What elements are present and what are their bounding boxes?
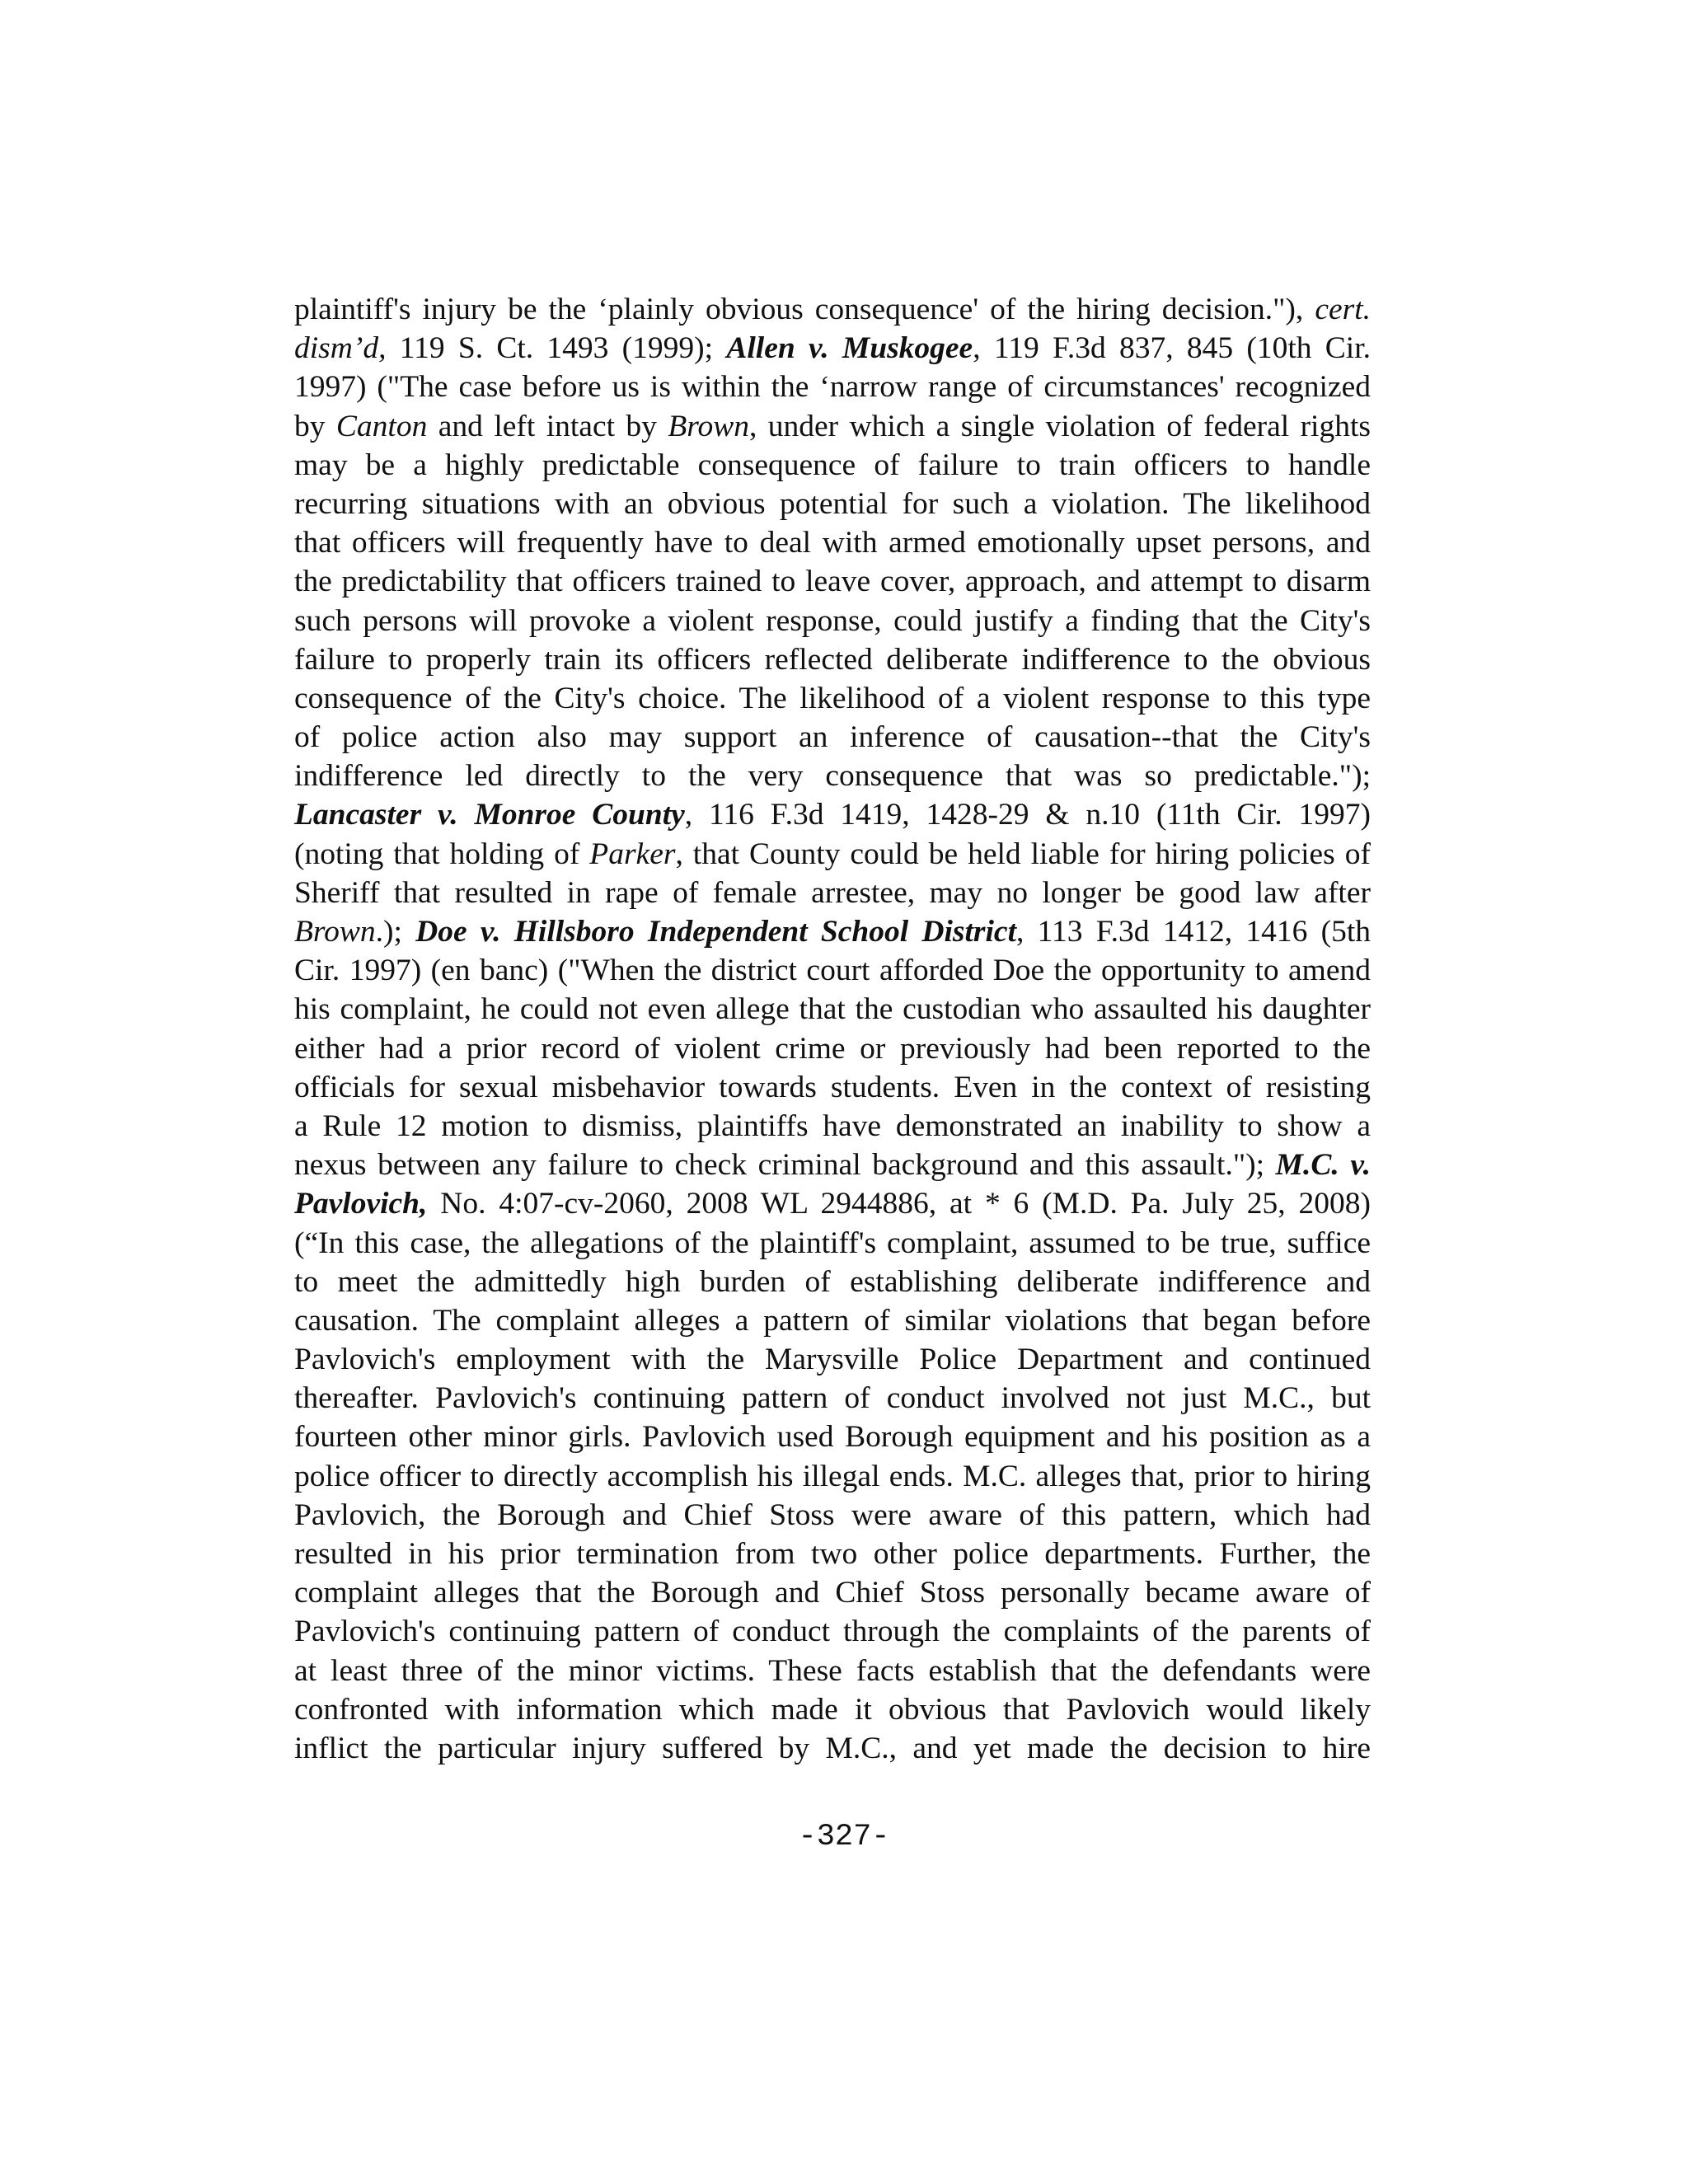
text-line <box>294 407 1371 446</box>
text-line <box>294 1573 1371 1612</box>
italic-citation: cert. <box>1315 293 1371 326</box>
text-segment: Cir. 1997) (en banc) ("When the district court afforded Doe the opportunity to amend <box>294 954 1371 988</box>
text-segment: by <box>294 409 336 443</box>
text-line <box>294 485 1371 523</box>
text-segment: either had a prior record of violent crime or previously had been reported to the <box>294 1031 1371 1066</box>
case-name: Allen v. Muskogee <box>726 331 973 366</box>
text-line <box>294 523 1371 562</box>
page-number: -327- <box>798 1820 890 1854</box>
text-segment: causation. The complaint alleges a pattern of similar violations that began before <box>294 1303 1371 1338</box>
text-segment: nexus between any failure to check criminal background and this assault."); <box>294 1148 1276 1183</box>
text-segment: No. 4:07-cv-2060, 2008 WL 2944886, at * 6 (M.D. Pa. July 25, 2008) <box>427 1187 1371 1221</box>
text-line <box>294 835 1371 874</box>
italic-citation: Brown <box>668 409 749 443</box>
text-segment: , 119 F.3d 837, 845 (10th Cir. <box>973 331 1372 366</box>
text-segment: indifference led directly to the very consequence that was so predictable."); <box>294 759 1371 794</box>
text-segment: to meet the admittedly high burden of establishing deliberate indifference and <box>294 1264 1371 1299</box>
text-segment: a Rule 12 motion to dismiss, plaintiffs have demonstrated an inability to show a <box>294 1108 1371 1143</box>
text-segment: Pavlovich, the Borough and Chief Stoss were aware of this pattern, which had <box>294 1497 1371 1532</box>
text-line <box>294 1068 1371 1107</box>
text-line <box>294 1496 1371 1535</box>
text-line <box>294 1224 1371 1263</box>
text-line <box>294 874 1371 912</box>
text-segment: , 113 F.3d 1412, 1416 (5th <box>1016 915 1371 949</box>
text-line <box>294 757 1371 795</box>
text-line <box>294 1340 1371 1379</box>
text-line <box>294 1418 1371 1456</box>
text-line <box>294 1184 1371 1223</box>
text-line <box>294 368 1371 406</box>
text-segment: officials for sexual misbehavior towards students. Even in the context of resisting <box>294 1070 1371 1104</box>
text-line <box>294 562 1371 601</box>
text-line <box>294 1612 1371 1651</box>
text-segment: 1997) ("The case before us is within the ‘narrow range of circumstances' recognized <box>294 370 1371 405</box>
text-line <box>294 1107 1371 1146</box>
italic-citation: Brown <box>294 915 376 949</box>
text-line <box>294 912 1371 951</box>
text-line <box>294 640 1371 679</box>
text-line <box>294 446 1371 485</box>
text-segment: thereafter. Pavlovich's continuing pattern of conduct involved not just M.C., but <box>294 1381 1371 1416</box>
text-segment: plaintiff's injury be the ‘plainly obvious consequence' of the hiring decision."), <box>294 293 1315 326</box>
text-segment: Sheriff that resulted in rape of female arrestee, may no longer be good law after <box>294 875 1371 910</box>
text-segment: resulted in his prior termination from two other police departments. Further, the <box>294 1537 1371 1571</box>
text-segment: complaint alleges that the Borough and Chief Stoss personally became aware of <box>294 1576 1371 1610</box>
text-line <box>294 951 1371 990</box>
text-segment: fourteen other minor girls. Pavlovich used Borough equipment and his position as a <box>294 1420 1371 1455</box>
text-segment: recurring situations with an obvious potential for such a violation. The likelihood <box>294 486 1371 521</box>
text-segment: police officer to directly accomplish his illegal ends. M.C. alleges that, prior to hiring <box>294 1459 1371 1493</box>
text-segment: inflict the particular injury suffered by M.C., and yet made the decision to hire <box>294 1731 1371 1765</box>
italic-citation: dism’d, <box>294 331 387 366</box>
text-line <box>294 679 1371 718</box>
text-segment: 119 S. Ct. 1493 (1999); <box>386 331 727 366</box>
text-line <box>294 329 1371 368</box>
text-line <box>294 1535 1371 1573</box>
text-line <box>294 1379 1371 1418</box>
text-line <box>294 795 1371 834</box>
text-segment: failure to properly train its officers reflected deliberate indifference to the obvious <box>294 642 1371 677</box>
text-line <box>294 1146 1371 1184</box>
italic-citation: Parker <box>589 837 676 871</box>
text-line <box>294 990 1371 1029</box>
text-line <box>294 1652 1371 1690</box>
text-segment: such persons will provoke a violent response, could justify a finding that the City's <box>294 603 1371 638</box>
text-segment: that officers will frequently have to deal with armed emotionally upset persons, and <box>294 526 1371 560</box>
case-name: M.C. v. <box>1275 1148 1371 1183</box>
text-segment: the predictability that officers trained to leave cover, approach, and attempt to disarm <box>294 565 1371 599</box>
text-line <box>294 1457 1371 1496</box>
text-segment: may be a highly predictable consequence of failure to train officers to handle <box>294 448 1371 482</box>
text-segment: (“In this case, the allegations of the plaintiff's complaint, assumed to be true, suffice <box>294 1226 1371 1260</box>
page-body-text <box>294 290 1371 1768</box>
text-line <box>294 290 1371 329</box>
text-segment: at least three of the minor victims. These facts establish that the defendants were <box>294 1653 1371 1688</box>
case-name: Doe v. Hillsboro Independent School District <box>415 915 1016 949</box>
text-segment: Pavlovich's continuing pattern of conduct through the complaints of the parents of <box>294 1615 1371 1649</box>
italic-citation: Canton <box>335 409 428 443</box>
text-segment: and left intact by <box>427 409 668 443</box>
text-line <box>294 1690 1371 1729</box>
text-line <box>294 718 1371 757</box>
text-segment: (noting that holding of <box>294 837 590 871</box>
text-line <box>294 1729 1371 1768</box>
text-segment: confronted with information which made it obvious that Pavlovich would likely <box>294 1692 1371 1727</box>
text-line <box>294 1029 1371 1068</box>
text-segment: .); <box>375 915 416 949</box>
text-segment: consequence of the City's choice. The likelihood of a violent response to this type <box>294 681 1371 715</box>
text-line <box>294 602 1371 640</box>
text-segment: of police action also may support an inference of causation--that the City's <box>294 720 1371 755</box>
case-name: Lancaster v. Monroe County <box>294 798 685 832</box>
text-segment: his complaint, he could not even allege that the custodian who assaulted his daughter <box>294 992 1371 1027</box>
text-segment: , 116 F.3d 1419, 1428-29 & n.10 (11th Cir. 1997) <box>684 798 1371 832</box>
case-name: Pavlovich, <box>294 1187 428 1221</box>
text-segment: , that County could be held liable for hiring policies of <box>675 837 1371 871</box>
text-line <box>294 1301 1371 1340</box>
text-segment: , under which a single violation of federal rights <box>748 409 1371 443</box>
text-segment: Pavlovich's employment with the Marysville Police Department and continued <box>294 1343 1371 1377</box>
text-line <box>294 1263 1371 1301</box>
